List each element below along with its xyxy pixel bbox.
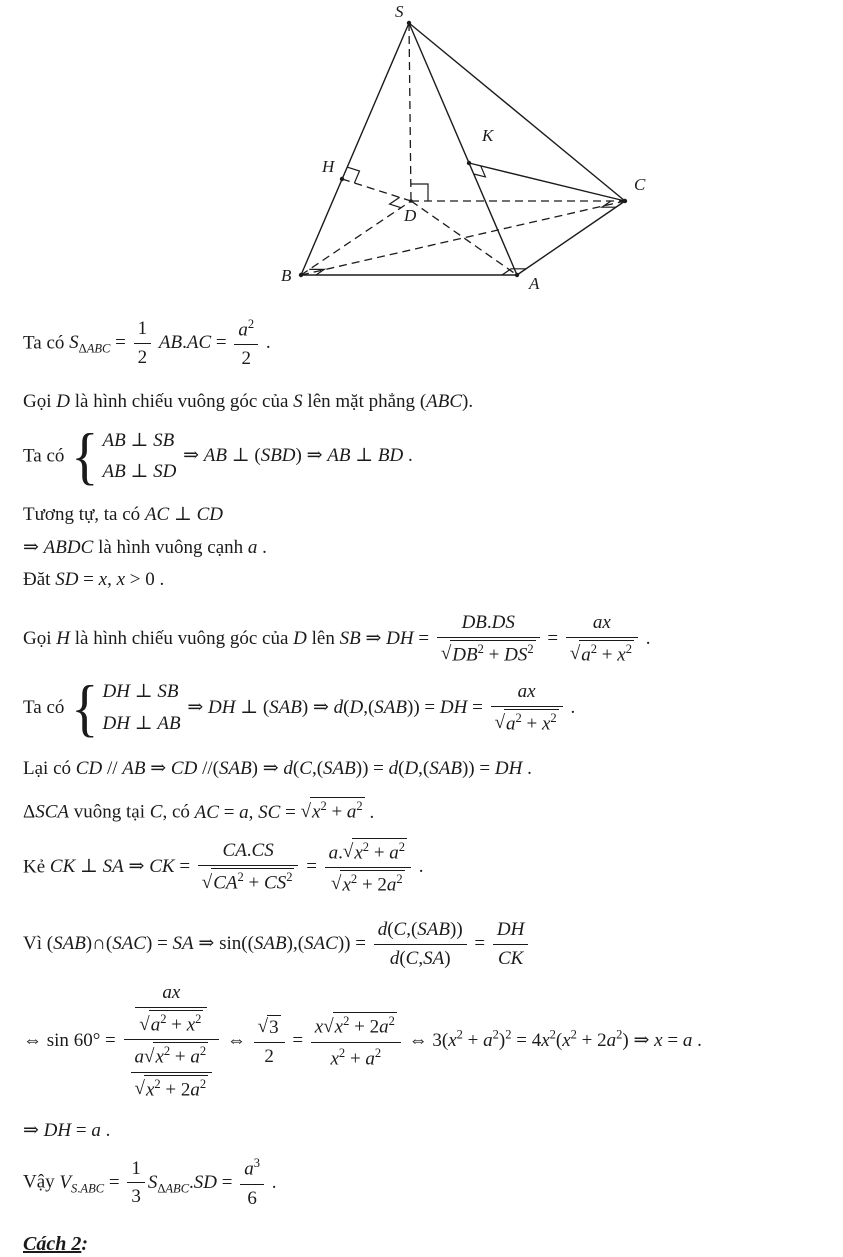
pyramid-diagram	[0, 0, 843, 300]
vertex-label-A: A	[529, 274, 540, 293]
math-run: ⇔ sin 60° = $\frac{\frac{ax}{√a^2 + x^2}}{\frac{a√x^2 + a^2}{√x^2 + 2a^2}}$ ⇔ $\frac{√3}{2}$ = $\frac{x√x^2 + 2a^2}{x^2 + a^2}$ ⇔ $3(x^2 + a^2)^2 = 4x^2(x^2 + 2a^2)$ ⇒ x = a .	[23, 1030, 702, 1051]
dot-S	[407, 21, 411, 25]
math-run: AC ⊥ CD	[144, 503, 224, 525]
vertex-label-H: H	[322, 157, 335, 176]
solution-content	[0, 316, 843, 1211]
right-angle-at-D-HB	[390, 197, 401, 207]
dot-B	[299, 273, 303, 277]
text-run: lên	[306, 627, 340, 649]
text-run: lên mặt phẳng	[302, 390, 420, 412]
math-run: $S_{\Delta ABC}$ = $\frac{1}{2}$ AB.AC = $\frac{a^2}{2}$ .	[69, 317, 271, 370]
solid-edges	[301, 23, 625, 275]
math-run: ⇒ DH = a .	[23, 1119, 111, 1141]
text-run: Ta có	[23, 445, 70, 467]
math-run: a	[247, 536, 258, 558]
dot-C	[623, 199, 627, 203]
edge-SD	[409, 23, 411, 201]
dot-D	[409, 199, 413, 203]
text-run: Gọi	[23, 627, 57, 649]
vertex-label-K: K	[482, 126, 494, 145]
math-run: D	[56, 390, 70, 412]
math-run: C,	[149, 802, 168, 823]
text-run: có	[167, 802, 195, 823]
right-angle-at-K	[474, 166, 486, 177]
math-run: AC = a, SC = $√x^2 + a^2$ .	[195, 802, 375, 823]
text-run: .	[468, 390, 474, 412]
solution-line-15	[23, 1155, 835, 1211]
text-run: Tương tự, ta có	[23, 503, 145, 525]
text-run: Vậy	[23, 1171, 60, 1193]
math-run: (SAB)∩(SAC) = SA ⇒ sin((SAB),(SAC)) = $\frac{\text{d(C,(SAB))}}{d(C,SA)}$ = $\frac{DH}{CK}$	[47, 933, 532, 954]
vertex-label-B: B	[281, 266, 292, 285]
text-run: Ta có	[23, 332, 70, 354]
edge-SA	[409, 23, 517, 275]
math-run: CD // AB ⇒ CD //(SAB) ⇒ d(C,(SAB)) = d(D,(SAB)) = DH .	[75, 757, 532, 779]
text-run: là hình chiếu vuông góc của	[69, 390, 294, 412]
text-run: Lại có	[23, 757, 76, 779]
edge-HD	[342, 179, 411, 201]
solution-line-2	[23, 390, 835, 415]
math-run: { DH ⊥ SB DH ⊥ AB ⇒ DH ⊥ (SAB) ⇒ d(D,(SAB)) = DH = $\frac{ax}{√a^2 + x^2}$ .	[71, 672, 576, 744]
math-run: SD = x, x > 0 .	[55, 569, 165, 591]
text-run: là hình vuông cạnh	[93, 536, 248, 558]
solution-line-3	[23, 421, 835, 492]
solution-line-4	[23, 503, 835, 528]
edge-AC	[517, 201, 625, 275]
edge-BC	[301, 201, 625, 275]
text-run: Đăt	[23, 569, 56, 591]
text-run: là hình chiếu vuông góc của	[69, 627, 294, 649]
vertex-label-S: S	[395, 2, 404, 21]
solution-line-10	[23, 797, 835, 825]
edge-SB	[301, 23, 409, 275]
solution-line-9	[23, 757, 835, 782]
solution-line-6	[23, 568, 835, 593]
right-angle-at-B	[309, 269, 324, 275]
method-2-label: Cách 2	[23, 1233, 82, 1256]
math-run: SB ⇒ DH = $\frac{DB.DS}{√DB^2 + DS^2}$ = $\frac{ax}{√a^2 + x^2}$ .	[340, 628, 651, 649]
solution-line-5	[23, 536, 835, 561]
vertex-label-C: C	[634, 175, 646, 194]
math-run: D	[293, 627, 307, 649]
text-run: Vì	[23, 933, 47, 955]
math-run: ΔSCA	[23, 802, 70, 823]
solution-line-12	[23, 918, 835, 971]
text-run: .	[257, 536, 267, 558]
text-run: Ta có	[23, 696, 70, 718]
method-2-heading	[23, 1233, 843, 1256]
math-run: { AB ⊥ SB AB ⊥ SD ⇒ AB ⊥ (SBD) ⇒ AB ⊥ BD .	[71, 421, 413, 492]
method-2-colon: :	[81, 1233, 89, 1256]
right-angle-at-D-SC	[411, 184, 428, 201]
math-run: $V_{S.ABC}$ = $\frac{1}{3}$ $S_{\Delta ABC}.SD$ = $\frac{a^3}{6}$ .	[59, 1156, 277, 1209]
dot-H	[340, 177, 344, 181]
right-angle-markers	[309, 166, 616, 275]
math-run: CK ⊥ SA ⇒ CK = $\frac{CA.CS}{√CA^2 + CS^2}$ = $\frac{a.√x^2 + a^2}{√x^2 + 2a^2}$ .	[50, 856, 424, 877]
dot-K	[467, 161, 471, 165]
text-run: vuông tại	[69, 802, 150, 823]
math-run: H	[56, 627, 70, 649]
solution-line-13	[23, 981, 835, 1102]
vertex-label-D: D	[404, 206, 417, 225]
math-run: ⇒ ABDC	[23, 536, 94, 558]
text-run: Gọi	[23, 390, 57, 412]
solution-line-1	[23, 316, 835, 372]
solution-line-8	[23, 672, 835, 744]
solution-line-11	[23, 838, 835, 898]
solution-line-14	[23, 1119, 835, 1144]
math-run: (ABC)	[419, 390, 469, 412]
solution-line-7	[23, 611, 835, 668]
text-run: Kẻ	[23, 856, 50, 878]
dot-A	[515, 273, 519, 277]
math-run: S	[293, 390, 303, 412]
